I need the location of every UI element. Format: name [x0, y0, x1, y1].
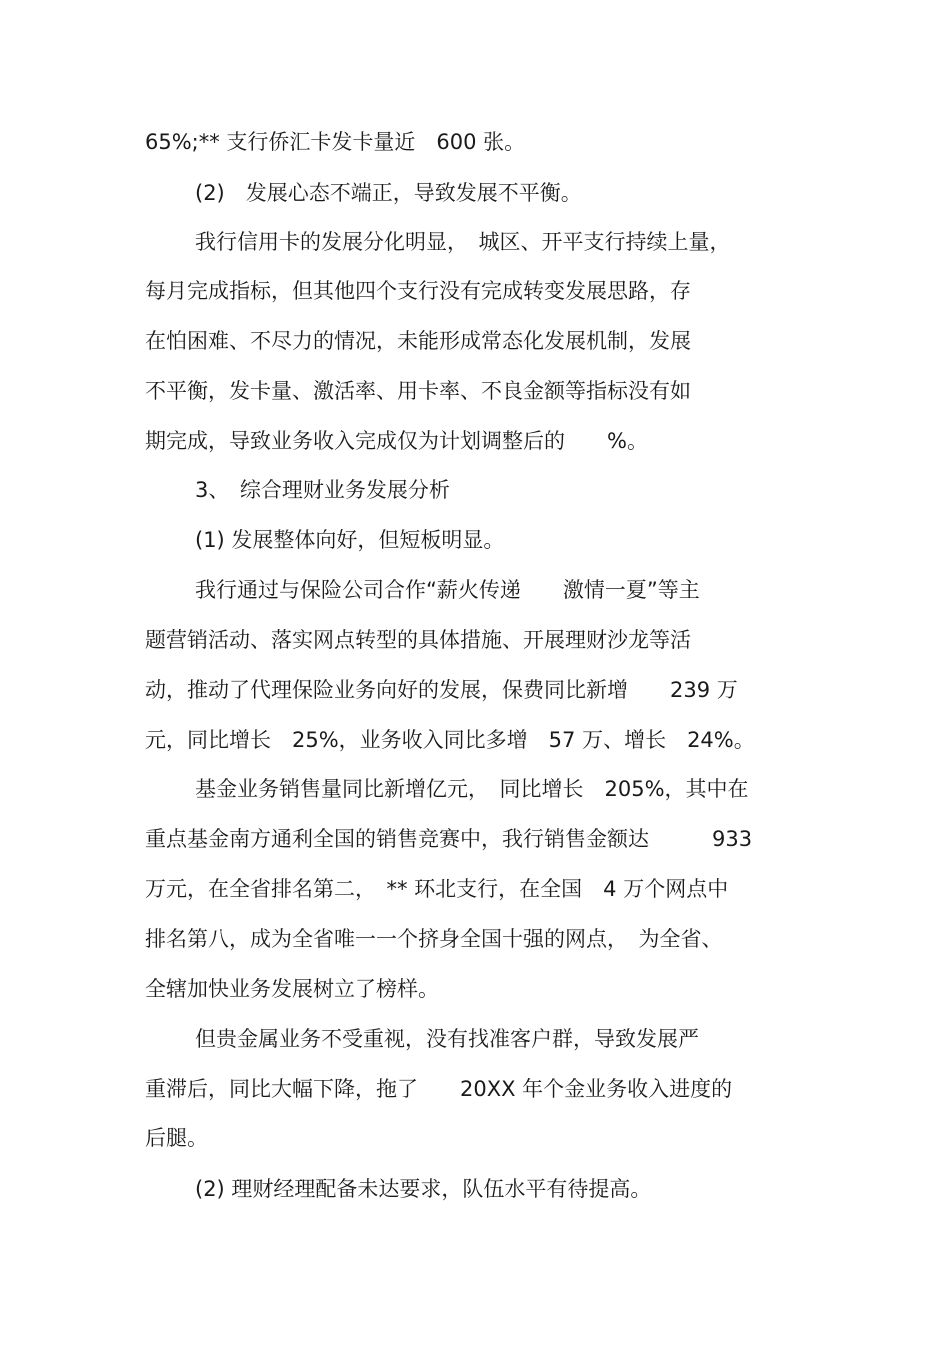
text-line-14: 基金业务销售量同比新增亿元， 同比增长 205%，其中在: [195, 777, 749, 801]
text-line-7: 期完成，导致业务收入完成仅为计划调整后的 %。: [145, 429, 648, 453]
section-heading-3: 3、 综合理财业务发展分析: [195, 478, 450, 502]
text-line-18: 全辖加快业务发展树立了榜样。: [145, 977, 439, 1001]
text-line-17: 排名第八，成为全省唯一一个挤身全国十强的网点， 为全省、: [145, 927, 723, 951]
text-line-16: 万元，在全省排名第二， ** 环北支行，在全国 4 万个网点中: [145, 877, 729, 901]
text-line-15: 重点基金南方通利全国的销售竞赛中，我行销售金额达 933: [145, 827, 753, 851]
text-line-10: 我行通过与保险公司合作“薪火传递 激情一夏”等主: [195, 578, 700, 602]
text-line-1: 65%;** 支行侨汇卡发卡量近 600 张。: [145, 130, 526, 154]
text-line-20: 重滞后，同比大幅下降，拖了 20XX 年个金业务收入进度的: [145, 1077, 733, 1101]
text-line-22: (2) 理财经理配备未达要求，队伍水平有待提高。: [195, 1177, 652, 1201]
text-line-5: 在怕困难、不尽力的情况，未能形成常态化发展机制，发展: [145, 329, 691, 353]
text-line-9: (1) 发展整体向好，但短板明显。: [195, 528, 505, 552]
text-line-6: 不平衡，发卡量、激活率、用卡率、不良金额等指标没有如: [145, 379, 691, 403]
text-line-13: 元，同比增长 25%，业务收入同比多增 57 万、增长 24%。: [145, 728, 755, 752]
text-line-4: 每月完成指标，但其他四个支行没有完成转变发展思路，存: [145, 279, 691, 303]
text-line-12: 动，推动了代理保险业务向好的发展，保费同比新增 239 万: [145, 678, 738, 702]
text-line-3: 我行信用卡的发展分化明显， 城区、开平支行持续上量，: [195, 230, 731, 254]
text-line-2: (2) 发展心态不端正，导致发展不平衡。: [195, 181, 582, 205]
text-line-19: 但贵金属业务不受重视，没有找准客户群，导致发展严: [195, 1027, 699, 1051]
text-line-11: 题营销活动、落实网点转型的具体措施、开展理财沙龙等活: [145, 628, 691, 652]
text-line-21: 后腿。: [145, 1126, 208, 1150]
